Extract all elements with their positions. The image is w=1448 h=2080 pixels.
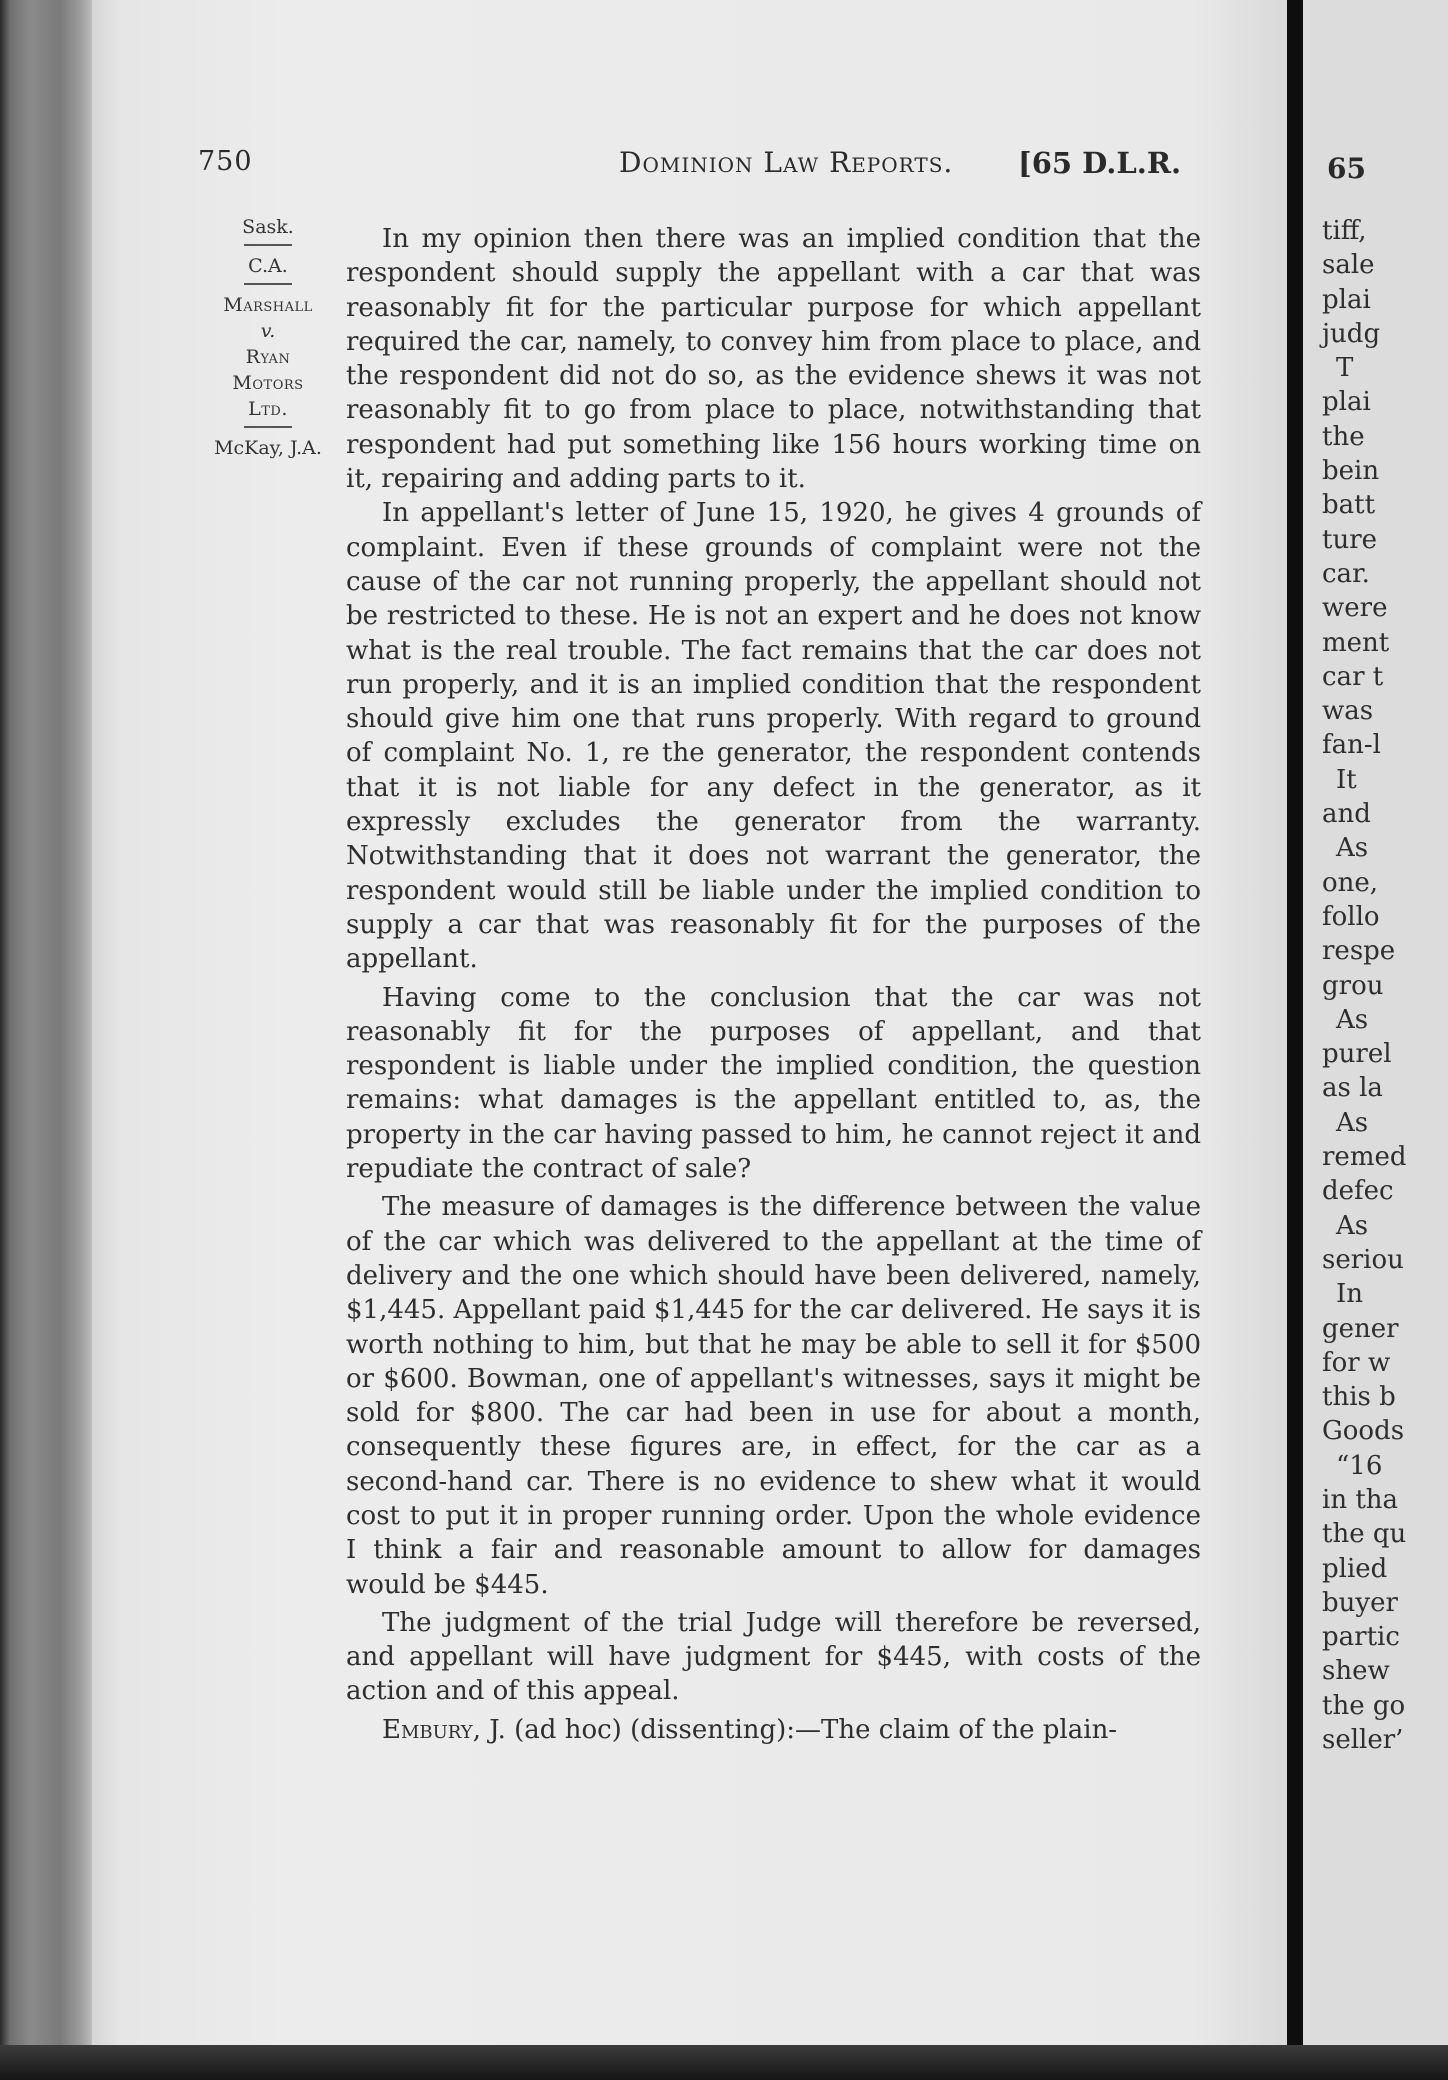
right-page-line: partic [1322, 1622, 1400, 1653]
right-page-line: T [1336, 353, 1354, 384]
paragraph: In my opinion then there was an implied condition that the respondent should supply the appellant with a car that was reasonably fit for the particular purpose for which appellant required the car, namely, to convey him from place to place, and the respondent did not do so, as the evidence shews it was not reasonably fit to go from place to place, notwithstanding that respondent had put something like 156 hours working time on it, repairing and adding parts to it. [346, 224, 1201, 495]
margin-case-versus: v. [260, 320, 276, 342]
right-page-line: As [1336, 1107, 1369, 1138]
right-page-line: was [1322, 696, 1374, 727]
right-page-text [1322, 214, 1448, 1757]
right-page-line: As [1336, 1004, 1369, 1035]
right-page-line: bein [1322, 456, 1380, 487]
right-page-line: ture [1322, 524, 1378, 555]
right-page-line: Goods [1322, 1416, 1405, 1447]
margin-rule [244, 426, 292, 428]
right-page-line: judg [1322, 318, 1381, 349]
right-page-line: defec [1322, 1176, 1394, 1207]
right-page-line: this b [1322, 1382, 1396, 1413]
right-page-line: the qu [1322, 1519, 1407, 1550]
right-page-line: sale [1322, 250, 1375, 281]
paragraph: The judgment of the trial Judge will therefore be reversed, and appellant will have judgment for $445, with costs of the action and of this appeal. [346, 1607, 1201, 1707]
page-gutter [1287, 0, 1303, 2045]
margin-case-party: Ltd. [248, 398, 288, 420]
running-title: Dominion Law Reports. [619, 146, 954, 179]
paragraph: Having come to the conclusion that the car was not reasonably fit for the purposes of appellant, and that respondent is liable under the implied condition, the question remains: what damages is the appellant entitled to, as, the property in the car having passed to him, he cannot reject it and repudiate the contract of sale? [346, 982, 1201, 1185]
right-page-line: It [1336, 764, 1357, 795]
right-page-line: were [1322, 593, 1388, 624]
paragraph: In appellant's letter of June 15, 1920, he gives 4 grounds of complaint. Even if these grounds of complaint were not the cause of the car not running properly, the appellant should not be restricted to these. He is not an expert and he does not know what is the real trouble. The fact remains that the car does not run properly, and it is an implied condition that the respondent should give him one that runs properly. With regard to ground of complaint No. 1, re the generator, the respondent contends that it is not liable for any defect in the generator, as it expressly excludes the generator from the warranty. Notwithstanding that it does not warrant the generator, the respondent would still be liable under the implied condition to supply a car that was reasonably fit for the purposes of the appellant. [346, 498, 1201, 975]
right-page-line: In [1336, 1279, 1364, 1310]
margin-note [198, 214, 338, 461]
right-page-line: and [1322, 799, 1371, 830]
right-page-line: as la [1322, 1073, 1383, 1104]
right-page-line: buyer [1322, 1587, 1398, 1618]
right-page-line: purel [1322, 1039, 1392, 1070]
paragraph: The measure of damages is the difference between the value of the car which was delivered to the appellant at the time of delivery and the one which should have been delivered, namely, $1,445. Appellant paid $1,445 for the car delivered. He says it is worth nothing to him, but that he may be able to sell it for $500 or $600. Bowman, one of appellant's witnesses, says it might be sold for $800. The car had been in use for about a month, consequently these figures are, in effect, for the car as a second-hand car. There is no evidence to shew what it would cost to put it in proper running order. Upon the whole evidence I think a fair and reasonable amount to allow for damages would be $445. [346, 1192, 1201, 1600]
right-page-line: grou [1322, 970, 1384, 1001]
right-page-line: “16 [1336, 1450, 1383, 1481]
margin-rule [244, 244, 292, 246]
margin-judge: McKay, J.A. [214, 437, 322, 459]
opinion-text [346, 222, 1201, 1747]
right-page-header: 65 [1327, 152, 1366, 185]
right-page-line: respe [1322, 936, 1396, 967]
right-page-line: As [1336, 833, 1369, 864]
right-page-line: remed [1322, 1142, 1407, 1173]
right-page-line: plai [1322, 284, 1371, 315]
right-page-line: the [1322, 421, 1365, 452]
right-page-line: follo [1322, 901, 1380, 932]
right-page-line: seriou [1322, 1244, 1404, 1275]
right-page-line: in tha [1322, 1484, 1399, 1515]
right-page-line: batt [1322, 490, 1376, 521]
margin-case-party: Motors [232, 372, 304, 394]
dissent-text: (ad hoc) (dissenting):—The claim of the plain- [505, 1714, 1118, 1745]
right-page-line: car. [1322, 558, 1370, 589]
right-page-line: the go [1322, 1690, 1406, 1721]
right-page-line: gener [1322, 1313, 1399, 1344]
right-page-line: tiff, [1322, 216, 1367, 246]
right-page-line: seller’ [1322, 1725, 1404, 1756]
right-page-line: As [1336, 1210, 1369, 1241]
volume-citation: [65 D.L.R. [1018, 146, 1182, 180]
right-page-line: for w [1322, 1347, 1391, 1378]
right-page-line: fan-l [1322, 730, 1381, 761]
scan-bottom-edge [0, 2045, 1448, 2080]
book-binding [0, 0, 92, 2045]
right-page-line: shew [1322, 1656, 1390, 1687]
margin-case-party: Ryan [245, 346, 291, 368]
dissent-judge: Embury, J. [382, 1714, 506, 1745]
margin-province: Sask. [242, 216, 294, 238]
margin-court: C.A. [248, 255, 288, 277]
margin-rule [244, 283, 292, 285]
right-page-line: plied [1322, 1553, 1388, 1584]
right-page-line: car t [1322, 661, 1384, 692]
right-page-line: one, [1322, 867, 1379, 898]
right-page-line: ment [1322, 627, 1390, 658]
margin-case-party: Marshall [223, 294, 313, 316]
paragraph-dissent [346, 1713, 1201, 1747]
page-number: 750 [198, 146, 253, 177]
right-page-line: plai [1322, 387, 1371, 418]
